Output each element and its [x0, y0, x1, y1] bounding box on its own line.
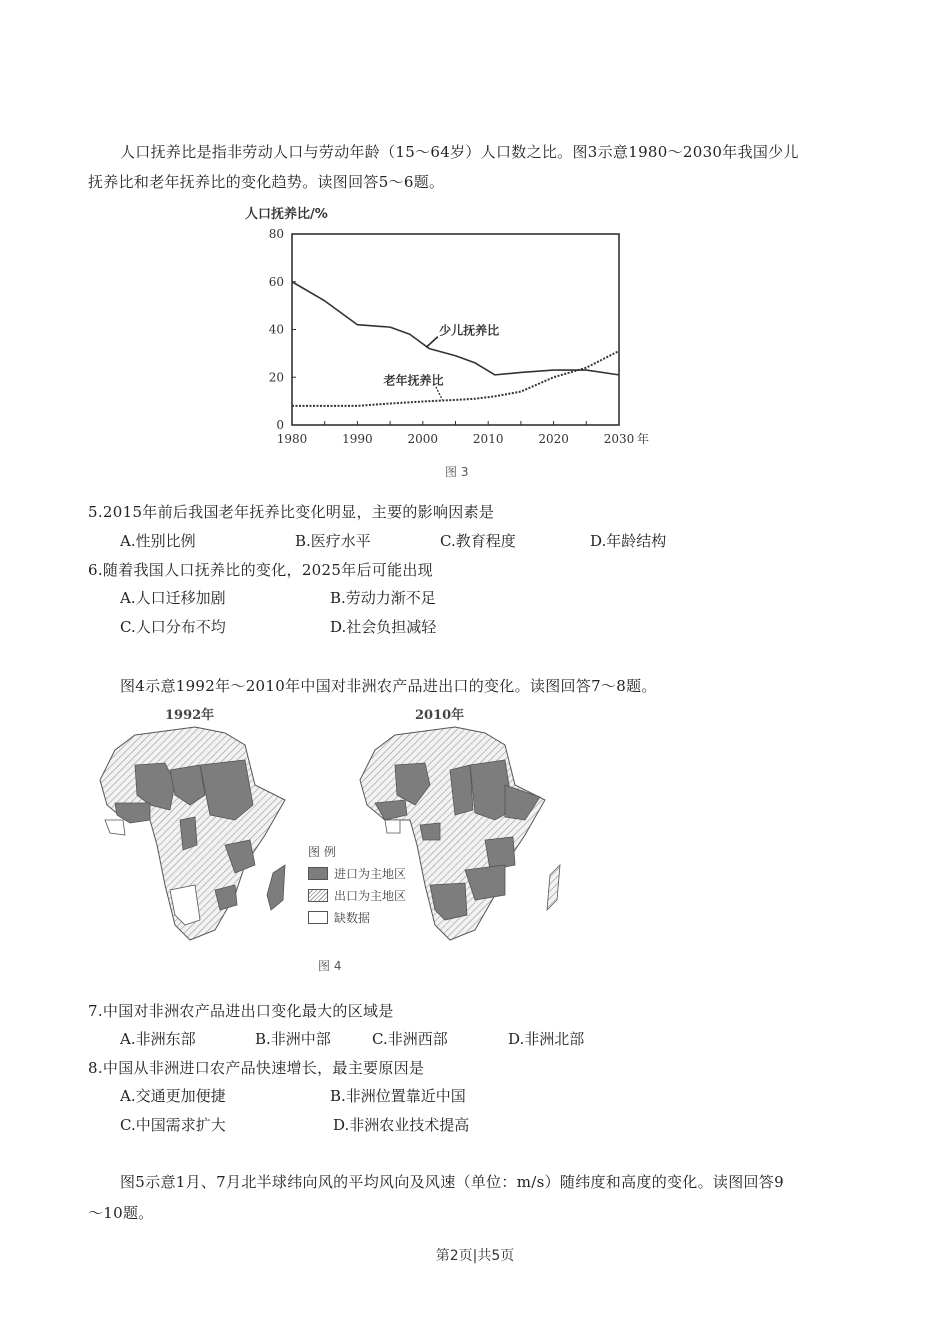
- old-arrow-icon: [436, 387, 443, 400]
- import-swatch-icon: [308, 867, 328, 880]
- q6-option-d: D.社会负担减轻: [330, 618, 437, 636]
- intro-paragraph-1-line-2: 抚养比和老年抚养比的变化趋势。读图回答5～6题。: [88, 173, 445, 191]
- y-tick-label: 0: [276, 418, 284, 432]
- old-dependency-line: [292, 351, 619, 406]
- y-tick-label: 20: [268, 370, 284, 385]
- old-ratio-annotation: 老年抚养比: [383, 373, 444, 388]
- q8-option-b: B.非洲位置靠近中国: [330, 1087, 466, 1105]
- q8-option-d: D.非洲农业技术提高: [333, 1116, 470, 1134]
- legend-item-export: [308, 884, 406, 906]
- q5-option-c: C.教育程度: [440, 532, 516, 550]
- figure-3-caption: 图 3: [445, 465, 469, 479]
- y-tick-label: 60: [268, 274, 284, 289]
- question-5-stem: 5.2015年前后我国老年抚养比变化明显，主要的影响因素是: [88, 503, 495, 521]
- figure-4-maps: [90, 700, 630, 985]
- legend-item-import: [308, 862, 406, 884]
- intro-paragraph-2: 图4示意1992年～2010年中国对非洲农产品进出口的变化。读图回答7～8题。: [120, 677, 657, 695]
- line-chart-svg: [240, 198, 680, 488]
- x-tick-label: 2020: [538, 432, 569, 446]
- y-tick-label: 40: [268, 322, 284, 337]
- legend-label-import: 进口为主地区: [334, 866, 407, 881]
- q7-option-d: D.非洲北部: [508, 1030, 585, 1048]
- child-arrow-icon: [426, 337, 438, 348]
- figure-4-caption: 图 4: [318, 959, 342, 973]
- figure-3-chart: [240, 198, 680, 488]
- q7-option-c: C.非洲西部: [372, 1030, 448, 1048]
- africa-map-1992: [95, 725, 305, 955]
- x-tick-label: 2010: [472, 432, 504, 446]
- q6-option-c: C.人口分布不均: [120, 618, 226, 636]
- q8-option-c: C.中国需求扩大: [120, 1116, 226, 1134]
- child-ratio-annotation: 少儿抚养比: [439, 323, 500, 338]
- intro-paragraph-3-line-1: 图5示意1月、7月北半球纬向风的平均风向及风速（单位：m/s）随纬度和高度的变化。读图回答9: [120, 1173, 784, 1191]
- q8-option-a: A.交通更加便捷: [120, 1087, 226, 1105]
- intro-paragraph-1-line-1: 人口抚养比是指非劳动人口与劳动年龄（15～64岁）人口数之比。图3示意1980～2030年我国少儿: [120, 143, 799, 161]
- intro-paragraph-3-line-2: ～10题。: [88, 1204, 154, 1222]
- x-tick-label: 2030: [603, 432, 635, 446]
- x-tick-label: 2000: [407, 432, 439, 446]
- map-legend: [308, 840, 406, 928]
- q5-option-b: B.医疗水平: [295, 532, 371, 550]
- x-tick-label: 1990: [342, 432, 373, 446]
- export-swatch-icon: [308, 889, 328, 902]
- no-data-swatch-icon: [308, 911, 328, 924]
- question-6-stem: 6.随着我国人口抚养比的变化，2025年后可能出现: [88, 561, 433, 579]
- map-2010-title: 2010年: [415, 708, 465, 723]
- map-1992-title: 1992年: [165, 708, 215, 723]
- x-tick-label: 1980: [276, 432, 308, 446]
- q6-option-b: B.劳动力渐不足: [330, 589, 436, 607]
- q7-option-a: A.非洲东部: [120, 1030, 196, 1048]
- q5-option-a: A.性别比例: [120, 532, 196, 550]
- question-8-stem: 8.中国从非洲进口农产品快速增长，最主要原因是: [88, 1059, 425, 1077]
- chart-y-axis-label: 人口抚养比/%: [245, 207, 328, 222]
- legend-item-no-data: [308, 906, 406, 928]
- page-footer: 第2页|共5页: [435, 1248, 515, 1264]
- legend-label-export: 出口为主地区: [334, 888, 407, 903]
- legend-label-no-data: 缺数据: [334, 910, 371, 925]
- x-axis-unit: 年: [636, 432, 650, 446]
- question-7-stem: 7.中国对非洲农产品进出口变化最大的区域是: [88, 1002, 394, 1020]
- q6-option-a: A.人口迁移加剧: [120, 589, 226, 607]
- q7-option-b: B.非洲中部: [255, 1030, 331, 1048]
- legend-title: 图 例: [308, 844, 336, 859]
- y-tick-label: 80: [268, 227, 284, 241]
- q5-option-d: D.年龄结构: [590, 532, 667, 550]
